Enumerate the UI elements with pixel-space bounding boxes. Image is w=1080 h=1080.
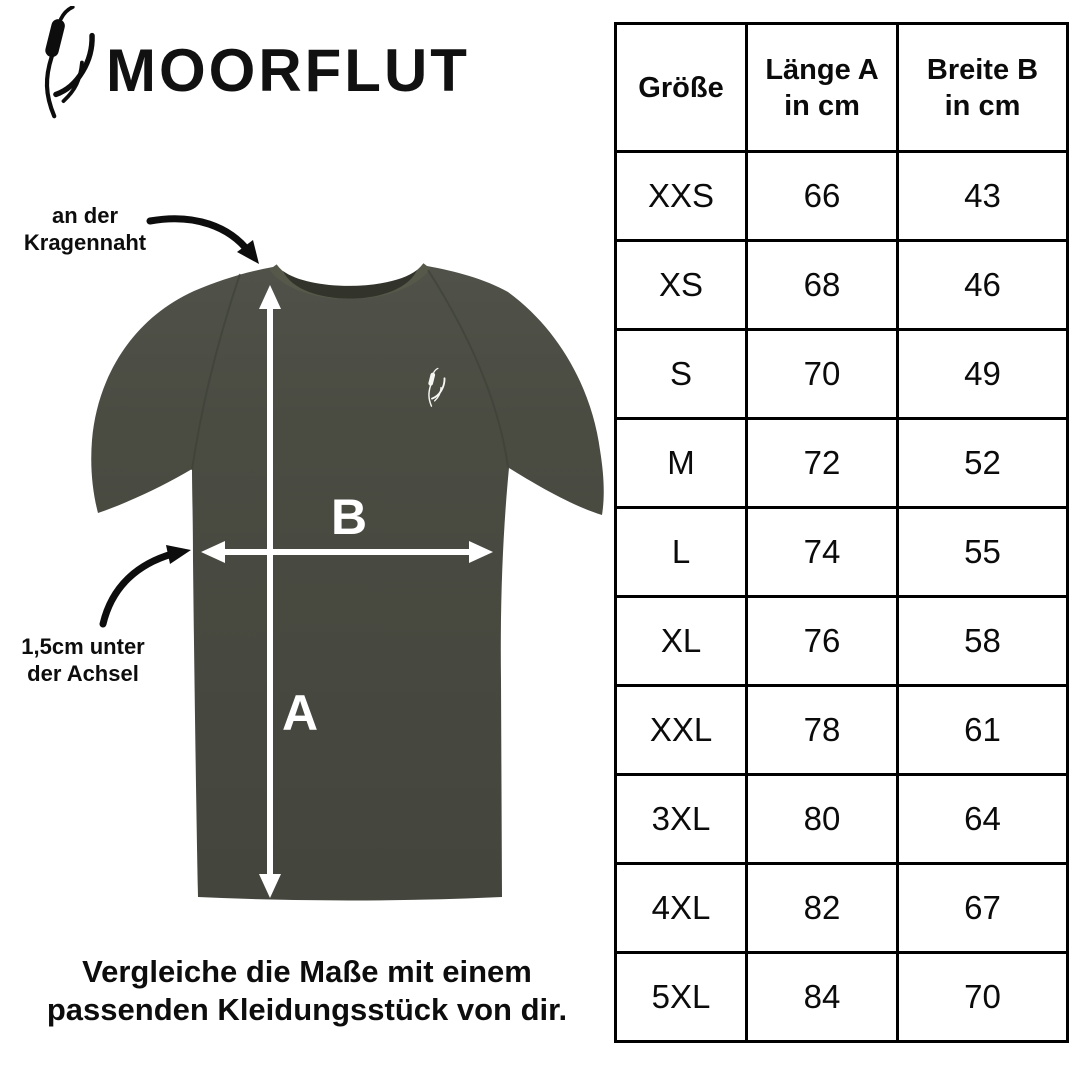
cell-size: XXL bbox=[616, 686, 747, 775]
cell-size: S bbox=[616, 330, 747, 419]
cell-length: 72 bbox=[747, 419, 898, 508]
cell-width: 46 bbox=[898, 241, 1068, 330]
table-row bbox=[616, 597, 1068, 686]
length-label: A bbox=[281, 685, 319, 741]
header-length: Länge A in cm bbox=[747, 24, 898, 152]
cell-length: 84 bbox=[747, 953, 898, 1042]
cell-length: 82 bbox=[747, 864, 898, 953]
cell-width: 49 bbox=[898, 330, 1068, 419]
cell-size: 5XL bbox=[616, 953, 747, 1042]
header-size: Größe bbox=[616, 24, 747, 152]
cell-length: 70 bbox=[747, 330, 898, 419]
cell-width: 58 bbox=[898, 597, 1068, 686]
table-row bbox=[616, 864, 1068, 953]
annotation-collar-line2: Kragennaht bbox=[23, 230, 147, 255]
cell-length: 76 bbox=[747, 597, 898, 686]
annotation-armpit-line2: der Achsel bbox=[27, 661, 139, 686]
size-table bbox=[614, 22, 1069, 1043]
cell-length: 66 bbox=[747, 152, 898, 241]
table-row bbox=[616, 508, 1068, 597]
size-table-header-row bbox=[616, 24, 1068, 152]
cell-size: XXS bbox=[616, 152, 747, 241]
size-note-line2: passenden Kleidungsstück von dir. bbox=[46, 992, 568, 1027]
cell-width: 43 bbox=[898, 152, 1068, 241]
size-note bbox=[22, 953, 592, 1029]
cell-length: 74 bbox=[747, 508, 898, 597]
cell-size: XL bbox=[616, 597, 747, 686]
annotation-armpit-line1: 1,5cm unter bbox=[21, 634, 145, 659]
brand-wordmark: MOORFLUT bbox=[106, 37, 470, 104]
size-table-container bbox=[614, 22, 1069, 1043]
table-row bbox=[616, 686, 1068, 775]
table-row bbox=[616, 419, 1068, 508]
width-label: B bbox=[330, 489, 368, 545]
cell-length: 80 bbox=[747, 775, 898, 864]
table-row bbox=[616, 330, 1068, 419]
header-width: Breite B in cm bbox=[898, 24, 1068, 152]
table-row bbox=[616, 953, 1068, 1042]
cell-size: XS bbox=[616, 241, 747, 330]
cell-size: 3XL bbox=[616, 775, 747, 864]
table-row bbox=[616, 152, 1068, 241]
cell-width: 70 bbox=[898, 953, 1068, 1042]
tshirt-silhouette bbox=[91, 266, 603, 901]
cell-width: 61 bbox=[898, 686, 1068, 775]
cell-width: 52 bbox=[898, 419, 1068, 508]
cell-size: 4XL bbox=[616, 864, 747, 953]
cell-length: 68 bbox=[747, 241, 898, 330]
annotation-collar-line1: an der bbox=[51, 203, 119, 228]
cell-width: 64 bbox=[898, 775, 1068, 864]
cell-size: L bbox=[616, 508, 747, 597]
cell-size: M bbox=[616, 419, 747, 508]
cell-width: 67 bbox=[898, 864, 1068, 953]
table-row bbox=[616, 241, 1068, 330]
table-row bbox=[616, 775, 1068, 864]
size-note-line1: Vergleiche die Maße mit einem bbox=[82, 954, 532, 989]
collar-pointer-arrow bbox=[150, 219, 259, 264]
cell-length: 78 bbox=[747, 686, 898, 775]
armpit-pointer-arrow bbox=[103, 545, 191, 624]
cell-width: 55 bbox=[898, 508, 1068, 597]
